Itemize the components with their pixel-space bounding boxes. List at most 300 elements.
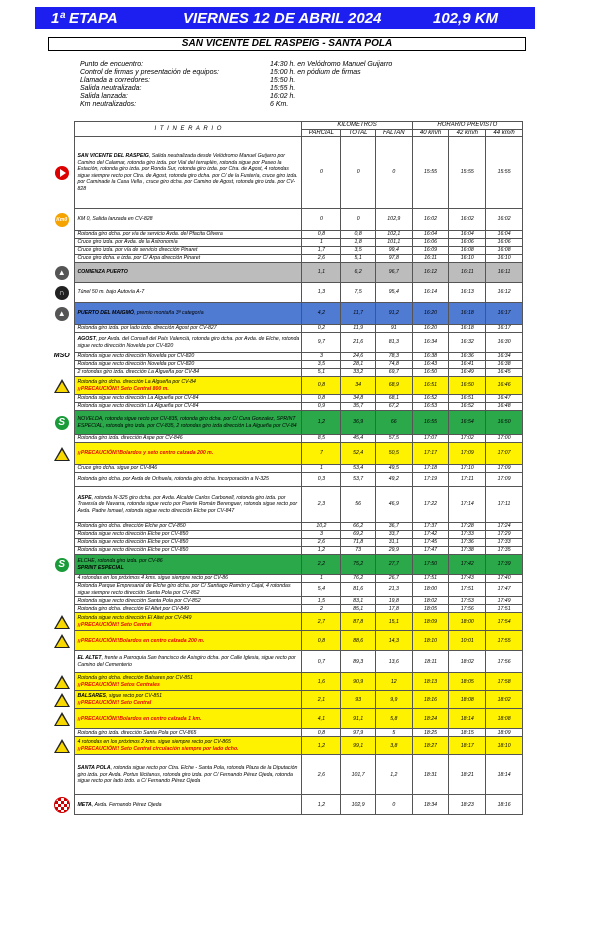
info-key: Km neutralizados: [80,101,137,108]
table-cell: 18:02 [412,597,449,605]
route-text: Cruce giro dcha. sigue por CV-846 [77,465,158,472]
table-cell: 2,6 [302,539,341,547]
table-cell: 21,3 [375,583,412,597]
table-cell: 16:54 [449,411,486,435]
table-cell: 17:42 [412,531,449,539]
table-cell: 17:37 [412,523,449,531]
table-cell: 16:34 [486,353,523,361]
table-cell: 16:43 [412,361,449,369]
table-cell: 17:18 [412,465,449,473]
table-row [49,465,523,473]
table-cell: 18:27 [412,737,449,755]
table-cell: 26,7 [375,575,412,583]
table-cell: 16:49 [449,369,486,377]
table-cell: 17:50 [412,555,449,575]
table-row [49,795,523,815]
table-cell: 18:02 [449,651,486,673]
table-cell: 0,7 [302,651,341,673]
itinerary-description [75,239,302,247]
table-cell: 15:55 [449,137,486,209]
route-text: Rotonda sigue recto dirección Elche por CV-850 [77,531,189,538]
table-cell: 17:54 [486,613,523,631]
table-cell: 2,3 [302,487,341,523]
table-cell: 17:09 [486,465,523,473]
table-cell: 16:20 [412,325,449,333]
table-cell: 18:21 [449,755,486,795]
table-cell: 17,8 [375,605,412,613]
table-cell: 17:14 [449,487,486,523]
table-row [49,691,523,709]
table-cell: 1,2 [302,411,341,435]
column-header: TOTAL [341,129,376,137]
table-cell: 34 [341,377,376,395]
table-cell: 83,1 [341,597,376,605]
place-name: ASPE [77,494,92,501]
column-header: PARCIAL [302,129,341,137]
route-text: KM 0, Salida lanzada en CV-828 [77,216,153,223]
table-cell: 16:38 [412,353,449,361]
table-cell: 10:01 [449,631,486,651]
table-row [49,361,523,369]
table-cell: 16:53 [412,403,449,411]
route-text: Rotonda sigue recto dirección La Algueña por CV-84 [77,403,199,410]
table-cell: 50,5 [375,443,412,465]
table-cell: 67,2 [375,403,412,411]
table-cell: 2 [302,605,341,613]
caution-text: ¡¡PRECAUCIÓN!! Setos Centrales [77,681,160,688]
route-text: , Salida neutralizada desde Velódromo Manuel Guijarro por Camino del Calamar, rotonda giro izda. por Vial del terraplén, rotonda sigue por Paseo la Estación, rotonda giro izda. por Ronda Sur, rotonda giro izda. por Ctra. de Agost, 4 rotondas sigue siempre recto por Ctra. de Agost, rotonda giro dcha. por C/ de la Fustería, cruce giro izda. por Caminade la Casa Vella , cruce giro dcha. por Camino de Agost, rotonda giro izda. por CV-828 [77,152,298,192]
table-row [49,435,523,443]
table-cell: 0,8 [341,231,376,239]
table-cell: 16:06 [412,239,449,247]
table-cell: 2,7 [302,613,341,631]
table-cell: 0 [375,795,412,815]
table-cell: 12 [375,673,412,691]
table-cell: 33,2 [341,369,376,377]
table-cell: 18:09 [412,613,449,631]
table-cell: 17:07 [486,443,523,465]
table-cell: 49,5 [375,465,412,473]
table-row [49,539,523,547]
itinerary-table [49,121,523,815]
table-cell: 81,3 [375,333,412,353]
warning-icon: ! [54,615,70,629]
table-cell: 0,8 [302,377,341,395]
stage-number: 1ª ETAPA [51,9,118,27]
table-cell: 18:16 [412,691,449,709]
table-cell: 16:52 [412,395,449,403]
itinerary-description [75,605,302,613]
table-row [49,473,523,487]
table-cell: 15:55 [412,137,449,209]
table-cell: 1,6 [302,673,341,691]
table-cell: 16:47 [486,395,523,403]
table-cell: 101,7 [341,755,376,795]
itinerary-description [75,755,302,795]
table-row [49,443,523,465]
table-cell: 18:08 [449,691,486,709]
table-cell: 3,8 [375,737,412,755]
table-cell: 0 [341,209,376,231]
info-key: Punto de encuentro: [80,61,144,68]
table-row [49,231,523,239]
table-row [49,255,523,263]
table-cell: 18:15 [449,729,486,737]
table-row [49,369,523,377]
itinerary-description [75,247,302,255]
route-text: Rotonda giro dcha. dirección Balsares por CV-851 [77,675,193,682]
info-value: 6 Km. [270,101,289,108]
table-cell: 49,2 [375,473,412,487]
table-row [49,403,523,411]
itinerary-description [75,325,302,333]
mountain-icon: ▲ [55,307,69,321]
table-cell: 71,8 [341,539,376,547]
table-cell: 57,5 [375,435,412,443]
table-cell: 16:11 [412,255,449,263]
column-header: 44 km/h [486,129,523,137]
table-cell: 68,1 [375,395,412,403]
table-cell: 3,5 [341,247,376,255]
route-text: 4 rotondas en los próximos 2 kms. sigue siempre recto por CV-865 [77,739,231,746]
table-cell: 16:08 [486,247,523,255]
table-cell: 0 [302,209,341,231]
table-cell: 17:10 [449,465,486,473]
table-cell: 21,6 [341,333,376,353]
table-cell: 6,2 [341,263,376,283]
itinerary-description [75,255,302,263]
table-cell: 18:08 [486,709,523,729]
warning-icon: ! [54,712,70,726]
table-cell: 18:10 [412,631,449,651]
route-text: 4 rotondas en los próximos 4 kms. sigue siempre recto por CV-86 [77,575,229,582]
route-text: , rotonda N-325 giro dcha. por Avda. Alcalde Carlos Carbonell, rotonda giro izda. por Travesía de Navarra, rotonda sigue recto por Puerte Román Berenguer, rotonda sigue recto por Avda. Padre Ismael, rotonda sigue recto dirección Elche por CV-847 [77,494,298,514]
place-name: PUERTO DEL MAIGMÓ [77,310,134,317]
table-cell: 16:10 [449,255,486,263]
table-cell: 66 [375,411,412,435]
itinerary-description [75,353,302,361]
info-value: 15:00 h. en pódium de firmas [270,69,361,76]
itinerary-description [75,377,302,395]
table-cell: 16:17 [486,303,523,325]
table-cell: 16:06 [486,239,523,247]
table-cell: 27,7 [375,555,412,575]
table-cell: 2,6 [302,755,341,795]
table-cell: 1,5 [302,597,341,605]
table-cell: 1,3 [302,283,341,303]
table-cell: 17:45 [412,539,449,547]
info-value: 14:30 h. en Velódromo Manuel Guijarro [270,61,393,68]
route-text: Rotonda giro dcha. por vía de servicio Avda. del Pfacita Olivera [77,231,223,238]
table-cell: 16:51 [412,377,449,395]
table-cell: 0,8 [302,395,341,403]
table-cell: 36,9 [341,411,376,435]
route-text: Rotonda sigue recto dirección La Algueña por CV-84 [77,395,199,402]
table-cell: 16:11 [449,263,486,283]
table-cell: 95,4 [375,283,412,303]
table-cell: 88,6 [341,631,376,651]
table-cell: 0,3 [302,473,341,487]
table-cell: 17:11 [486,487,523,523]
warning-icon: ! [54,379,70,393]
table-cell: 2,1 [302,691,341,709]
table-row [49,755,523,795]
table-cell: 18:09 [486,729,523,737]
table-cell: 102,1 [375,231,412,239]
itinerary-description [75,137,302,209]
itinerary-description [75,473,302,487]
itinerary-description [75,403,302,411]
itinerary-description [75,709,302,729]
table-cell: 85,1 [341,605,376,613]
info-value: 16:02 h. [270,93,296,100]
table-cell: 16:02 [412,209,449,231]
table-cell: 91,2 [375,303,412,325]
table-cell: 91,1 [341,709,376,729]
table-cell: 17:09 [449,443,486,465]
table-cell: 3 [302,353,341,361]
table-cell: 16:52 [449,403,486,411]
sprint-icon: S [55,558,69,572]
table-cell: 0,9 [302,403,341,411]
itinerary-description [75,539,302,547]
table-cell: 5,1 [302,369,341,377]
table-cell: 16:32 [449,333,486,353]
table-row [49,333,523,353]
itinerary-description [75,435,302,443]
table-cell: 15:55 [486,137,523,209]
table-cell: 16:11 [486,263,523,283]
table-cell: 75,2 [341,555,376,575]
table-cell: 5,4 [302,583,341,597]
table-cell: 87,8 [341,613,376,631]
table-cell: 36,7 [375,523,412,531]
itinerary-description [75,361,302,369]
table-row [49,395,523,403]
itinerary-description [75,231,302,239]
table-cell: 8,5 [302,435,341,443]
table-row [49,239,523,247]
table-cell: 18:23 [449,795,486,815]
table-row [49,613,523,631]
table-cell: 16:04 [412,231,449,239]
table-cell: 16:02 [449,209,486,231]
caution-text: ¡¡PRECAUCIÓN!! Seto Central circulación siempre por lado dcho. [77,745,239,752]
table-cell: 76,2 [341,575,376,583]
route-text: Cruce giro izda. por vía de servicio dirección Pinaret [77,247,198,254]
table-cell: 17:43 [449,575,486,583]
table-cell: 16:04 [449,231,486,239]
table-row [49,531,523,539]
table-cell: 17:42 [449,555,486,575]
table-cell: 99,1 [341,737,376,755]
table-row [49,137,523,209]
route-title: SAN VICENTE DEL RASPEIG - SANTA POLA [48,37,526,51]
table-cell: 90,9 [341,673,376,691]
itinerary-description [75,651,302,673]
table-cell: 17:24 [486,523,523,531]
table-cell: 99,4 [375,247,412,255]
table-row [49,303,523,325]
sprint-icon: S [55,416,69,430]
table-row [49,605,523,613]
table-cell: 16:36 [449,353,486,361]
table-cell: 17:00 [486,435,523,443]
table-cell: 16:04 [486,231,523,239]
itinerary-description [75,531,302,539]
table-cell: 17:51 [412,575,449,583]
column-header: 42 km/h [449,129,486,137]
mountain-icon: ▲ [55,266,69,280]
route-text: Rotonda giro dcha. dirección La Algueña por CV-84 [77,379,196,386]
table-cell: 1,2 [302,547,341,555]
table-cell: 14,3 [375,631,412,651]
route-text: , rotonda sigue recto por Ctra. Elche - Santa Pola, rotonda Plaza de la Diputación giro izda. por Avda. Portus Ilicitanus, rotonda giro izda. por C/ Fernando Pérez Ojeda, rotonda sigue recto por lado izdo. a C/ Fernando Pérez Ojeda [77,764,298,785]
table-cell: 46,9 [375,487,412,523]
route-text: , sigue recto por CV-851 [105,693,163,700]
table-cell: 1,2 [375,755,412,795]
table-cell: 10,2 [302,523,341,531]
table-cell: 0,2 [302,325,341,333]
place-name: COMIENZA PUERTO [77,269,128,276]
table-cell: 16:50 [412,369,449,377]
table-cell: 18:05 [449,673,486,691]
info-key: Salida neutralizada: [80,85,142,92]
table-cell: 73 [341,547,376,555]
itinerary-description [75,303,302,325]
warning-icon: ! [54,739,70,753]
table-cell: 18:14 [449,709,486,729]
table-cell: 56 [341,487,376,523]
itinerary-description [75,283,302,303]
table-row [49,523,523,531]
table-cell: 16:38 [486,361,523,369]
place-name: AGOST [77,336,96,343]
info-value: 15:50 h. [270,77,296,84]
table-cell: 18:24 [412,709,449,729]
warning-icon: ! [54,447,70,461]
table-cell: 29,9 [375,547,412,555]
table-cell: 16:41 [449,361,486,369]
table-cell: 18:16 [486,795,523,815]
stage-date: VIERNES 12 DE ABRIL 2024 [183,9,382,27]
table-cell: 16:46 [486,377,523,395]
table-cell: 17:47 [486,583,523,597]
table-cell: 18:31 [412,755,449,795]
table-cell: 91 [375,325,412,333]
route-text: Rotonda sigue recto dirección Novelda por CV-820 [77,353,195,360]
caution-text: ¡¡PRECAUCIÓN!! Seto Central [77,699,152,706]
table-cell: 16:12 [412,263,449,283]
itinerary-description [75,209,302,231]
itinerary-description [75,673,302,691]
table-row [49,411,523,435]
km-header: KILÓMETROS [302,122,412,130]
table-cell: 16:17 [486,325,523,333]
table-cell: 5 [375,729,412,737]
route-text: Rotonda sigue recto dirección Elche por CV-850 [77,547,189,554]
table-row [49,575,523,583]
table-cell: 15,1 [375,613,412,631]
table-cell: 97,9 [341,729,376,737]
place-name: EL ALTET [77,655,102,662]
table-row [49,583,523,597]
table-cell: 0 [302,137,341,209]
route-text: Rotonda giro dcha. dirección Elche por CV-850 [77,523,186,530]
table-cell: 2,6 [302,255,341,263]
table-row [49,283,523,303]
table-cell: 1 [302,575,341,583]
route-text: 2 rotondas giro izda. dirección La Algueña por CV-84 [77,369,200,376]
itinerary-description [75,443,302,465]
column-header: FALTAN [375,129,412,137]
table-cell: 18:25 [412,729,449,737]
table-cell: 11,9 [341,325,376,333]
info-key: Llamada a corredores: [80,77,151,84]
warning-icon: ! [54,675,70,689]
table-row [49,651,523,673]
table-row [49,547,523,555]
route-text: Rotonda Parque Empresarial de Elche giro dcha. por C/ Santiago Ramón y Cajal, 4 rotondas sigue siempre recto dirección Santa Pola por CV-852 [77,583,291,596]
caution-text: ¡¡PRECAUCIÓN!! Seto Central [77,621,152,628]
table-cell: 0,8 [302,631,341,651]
table-cell: 9,9 [375,691,412,709]
route-text: Túnel 50 m. bajo Autovía A-7 [77,289,145,296]
itinerary-description [75,729,302,737]
table-row [49,555,523,575]
route-text: Rotonda giro dcha. dirección El Altet por CV-849 [77,605,189,612]
table-row [49,325,523,333]
sprint-label: SPRINT ESPECIAL [77,564,124,571]
table-cell: 81,6 [341,583,376,597]
column-header: 40 km/h [412,129,449,137]
table-cell: 68,9 [375,377,412,395]
place-name: SAN VICENTE DEL RASPEIG [77,152,149,159]
table-cell: 17:56 [486,651,523,673]
route-text: Rotonda sigue recto dirección Novelda por CV-820 [77,361,195,368]
table-cell: 16:02 [486,209,523,231]
table-cell: 28,1 [341,361,376,369]
table-cell: 66,2 [341,523,376,531]
route-text: NOVELDA, rotonda sigue recto por CV-835, rotonda giro dcha. por C/ Cura Gonzalez, SPRINT ESPECIAL, rotonda giro izda. por CV-835, 2 rotondas giro izda dirección La Algueña por CV-84 [77,416,297,429]
table-cell: 16:10 [486,255,523,263]
table-cell: 16:12 [486,283,523,303]
route-text: ELCHE, rotonda giro izda. por CV-86 [77,558,163,565]
table-cell: 17:55 [486,631,523,651]
table-cell: 17:39 [486,555,523,575]
table-cell: 4,1 [302,709,341,729]
table-cell: 17:35 [486,547,523,555]
stage-distance: 102,9 KM [433,9,499,27]
table-cell: 17:40 [486,575,523,583]
table-cell: 93 [341,691,376,709]
table-row [49,377,523,395]
itinerary-description [75,523,302,531]
table-row [49,209,523,231]
table-cell: 1,2 [302,737,341,755]
table-cell: 17:51 [449,583,486,597]
itinerary-description [75,411,302,435]
table-cell: 17:51 [486,605,523,613]
table-cell: 16:55 [412,411,449,435]
table-row [49,673,523,691]
table-cell: 18:17 [449,737,486,755]
table-cell: 16:50 [449,377,486,395]
info-key: Control de firmas y presentación de equipos: [80,69,219,76]
table-cell: 18:05 [412,605,449,613]
table-cell: 16:34 [412,333,449,353]
table-cell: 5,8 [375,709,412,729]
